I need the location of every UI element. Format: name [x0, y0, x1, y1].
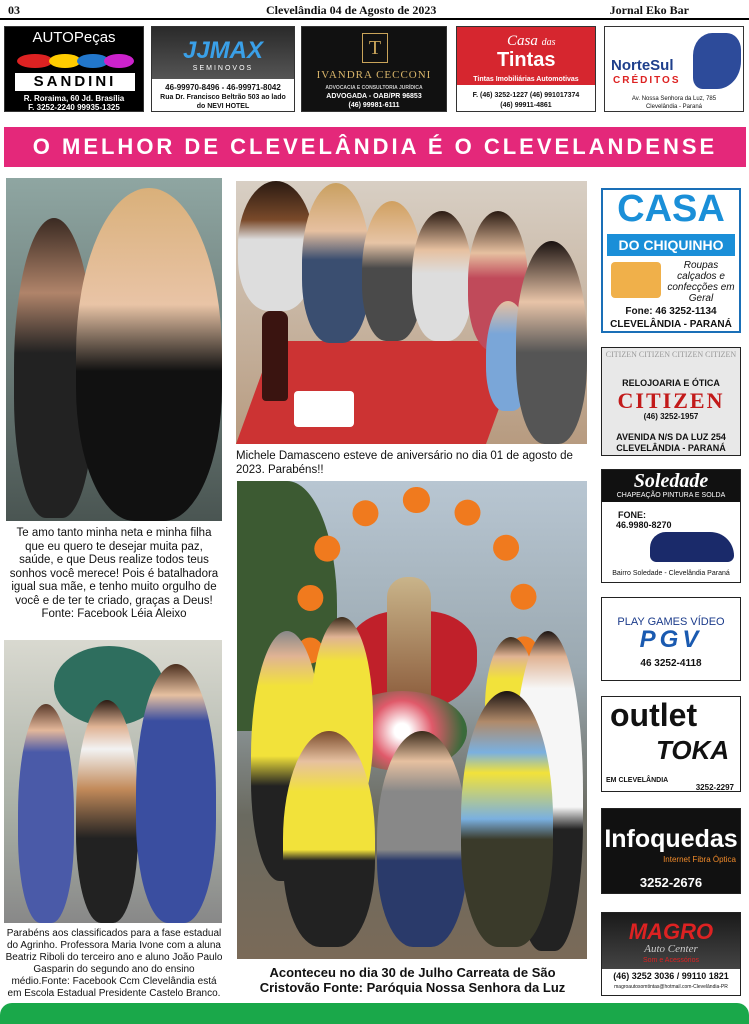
journal-name: Jornal Eko Bar	[609, 3, 689, 17]
tintas-phone2: (46) 99911-4861	[500, 102, 552, 109]
nortesul-brand2: CRÉDITOS	[613, 75, 681, 86]
chiquinho-phone: Fone: 46 3252-1134	[625, 306, 717, 317]
ad-casa-tintas[interactable]	[456, 26, 596, 112]
pgv-logo: PGV	[639, 626, 703, 653]
tintas-sub: Tintas Imobiliárias Automotivas	[473, 76, 579, 83]
page-number: 03	[8, 3, 20, 17]
magro-sub2: Som e Acessórios	[642, 957, 700, 964]
ad-infoquedas[interactable]	[601, 808, 741, 894]
jjmax-brand: JJMAX	[182, 37, 264, 64]
sandini-address: R. Roraima, 60 Jd. Brasília	[23, 94, 125, 103]
soledade-sub: CHAPEAÇÃO PINTURA E SOLDA	[616, 492, 726, 499]
nortesul-address: Av. Nossa Senhora da Luz, 785	[631, 96, 717, 102]
sandini-brand-top: AUTOPeças	[32, 29, 116, 46]
citizen-city: CLEVELÂNDIA - PARANÁ	[616, 443, 726, 453]
page-header	[0, 0, 749, 20]
outlet-city: EM CLEVELÂNDIA	[606, 777, 669, 784]
magro-email: magroautosomtintas@hotmail.com-Clevelândia-PR	[614, 984, 728, 990]
soda-bottle	[262, 311, 288, 401]
ad-sandini[interactable]	[4, 26, 144, 112]
ad-citizen[interactable]	[601, 347, 741, 456]
ad-jjmax[interactable]	[151, 26, 295, 112]
infoquedas-title: Infoquedas	[604, 825, 738, 853]
infoquedas-phone: 3252-2676	[639, 875, 703, 890]
ad-play-games[interactable]	[601, 597, 741, 681]
ad-nortesul[interactable]	[604, 26, 744, 112]
jjmax-sub: SEMINOVOS	[192, 65, 254, 72]
guest-woman-3	[412, 211, 472, 341]
nortesul-brand1: NorteSul	[611, 57, 674, 74]
citizen-sub: RELOJOARIA E ÓTICA	[622, 378, 720, 388]
pgv-phone: 46 3252-4118	[640, 658, 702, 669]
ivandra-name: IVANDRA CECCONI	[316, 69, 432, 81]
caption-grandma: Te amo tanto minha neta e minha filha que eu quero te desejar muita paz, saúde, e que Deus realize todos teus sonhos você merece! Pois é batalhadora igual sua mãe, e tenho muito orgulho de você e de ter te criado, graças a Deus! Fonte: Facebook Léia Aleixo	[9, 527, 219, 620]
photo-birthday	[236, 181, 587, 444]
nortesul-city: Clevelândia - Paraná	[645, 104, 703, 110]
citizen-phone: (46) 3252-1957	[643, 412, 699, 421]
outlet-phone: 3252-2297	[695, 783, 734, 792]
ad-magro[interactable]	[601, 912, 741, 996]
tintas-brand-casa: Casa	[507, 33, 538, 49]
sandini-brand: SANDINI	[15, 73, 135, 91]
woman-right	[76, 188, 222, 521]
soledade-address: Bairro Soledade - Clevelândia Paraná	[612, 570, 730, 577]
headline-banner: O MELHOR DE CLEVELÂNDIA É O CLEVELANDENSE	[4, 127, 746, 167]
magro-sub: Auto Center	[644, 943, 698, 955]
jjmax-address: Rua Dr. Francisco Beltrão 503 ao lado	[160, 94, 286, 101]
tintas-brand-das: das	[541, 37, 556, 48]
ad-casa-chiquinho[interactable]	[601, 188, 741, 333]
caption-carreata: Aconteceu no dia 30 de Julho Carreata de São Cristovão Fonte: Paróquia Nossa Senhora da Luz	[259, 965, 566, 995]
jjmax-phones: 46-99970-8496 - 46-99971-8042	[165, 83, 281, 92]
teacher	[76, 700, 138, 923]
guest-woman-1	[302, 183, 370, 343]
chiquinho-city: CLEVELÂNDIA - PARANÁ	[610, 319, 732, 330]
cars-icon	[15, 49, 135, 69]
ad-soledade[interactable]	[601, 469, 741, 583]
ivandra-sub: ADVOCACIA E CONSULTORIA JURÍDICA	[325, 85, 423, 91]
snack-bowl	[294, 391, 354, 427]
jjmax-address2: do NEVI HOTEL	[196, 103, 250, 110]
citizen-address: AVENIDA N/S DA LUZ 254	[616, 432, 726, 442]
citizen-brand: CITIZEN	[617, 388, 725, 413]
tintas-phones: F. (46) 3252-1227 (46) 991017374	[472, 92, 580, 99]
chiquinho-desc: Roupas calçados e confecções em Geral	[667, 260, 735, 304]
girl-kneeling	[283, 731, 375, 947]
cars-illustration	[15, 49, 135, 69]
caption-birthday: Michele Damasceno esteve de aniversário no dia 01 de agosto de 2023. Parabéns!!	[236, 450, 573, 476]
boy-kneeling	[377, 731, 467, 947]
pgv-title: PLAY GAMES VÍDEO	[617, 616, 725, 628]
tintas-brand1	[507, 33, 556, 50]
citizen-pattern: CITIZEN CITIZEN CITIZEN CITIZEN	[605, 350, 737, 359]
car-icon	[650, 532, 734, 562]
chiquinho-title1: CASA	[617, 188, 725, 230]
sandini-phones: F. 3252-2240 99935-1325	[28, 103, 120, 112]
boy-standing	[461, 691, 553, 947]
saint-statue	[387, 577, 431, 707]
footer-bar	[0, 1003, 749, 1024]
outlet-title2: TOKA	[656, 735, 730, 765]
outlet-title1: outlet	[610, 697, 698, 733]
student-boy	[136, 664, 216, 923]
soledade-brand: Soledade	[633, 470, 709, 492]
caption-agrinho: Parabéns aos classificados para a fase estadual do Agrinho. Professora Maria Ivone com a aluna Beatriz Riboli do terceiro ano e aluno João Paulo Gasparin do segundo ano do ensino médio.Fonte: Facebook Ccm Clevelândia está em Escola Estadual Presidente Castelo Branco.	[5, 928, 223, 999]
student-girl	[18, 704, 74, 923]
tintas-brand3: Tintas	[497, 49, 556, 71]
soledade-phone: 46.9980-8270	[616, 520, 672, 530]
chiquinho-title2: DO CHIQUINHO	[607, 234, 735, 256]
ad-outlet-toka[interactable]	[601, 696, 741, 792]
photo-agrinho	[4, 640, 222, 923]
birthday-woman	[516, 241, 587, 444]
ivandra-phone: (46) 99981-6111	[348, 102, 400, 109]
scales-icon: T	[362, 33, 388, 63]
infoquedas-sub: Internet Fibra Óptica	[663, 855, 736, 864]
ivandra-oab: ADVOGADA - OAB/PR 96853	[326, 93, 422, 100]
brazil-map-icon	[693, 33, 741, 89]
photo-grandma-granddaughter	[6, 178, 222, 521]
date-line: Clevelândia 04 de Agosto de 2023	[266, 3, 437, 17]
clothes-box-icon	[611, 262, 661, 298]
ad-ivandra[interactable]	[301, 26, 447, 112]
magro-brand: MAGRO	[628, 919, 714, 944]
magro-phones: (46) 3252 3036 / 99110 1821	[613, 971, 729, 981]
soledade-fone-label: FONE:	[618, 510, 646, 520]
photo-carreata	[237, 481, 587, 959]
